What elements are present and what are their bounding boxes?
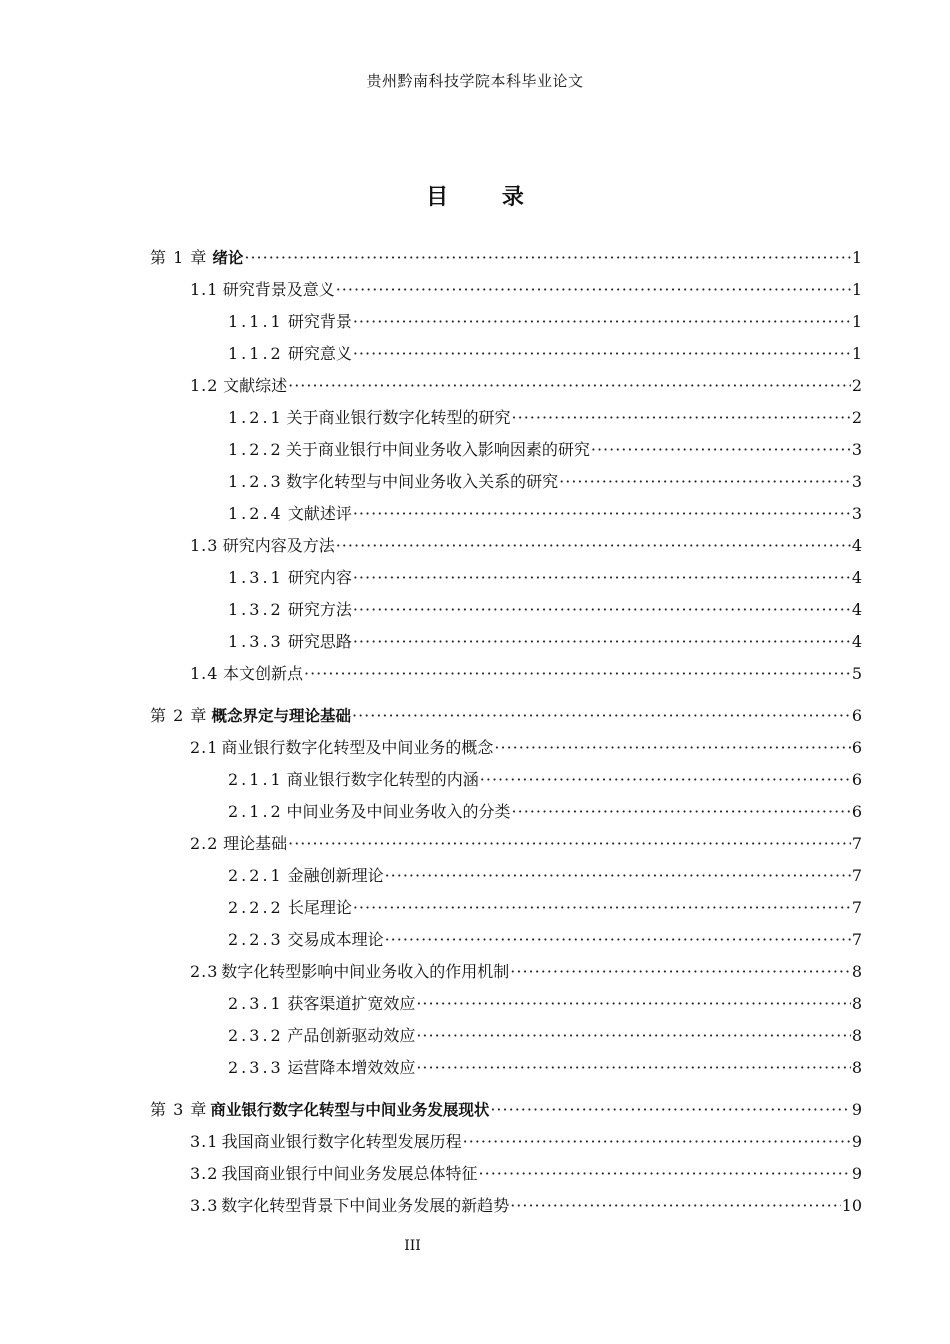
toc-entry-page: 8 <box>851 962 862 981</box>
toc-entry[interactable] <box>150 626 862 658</box>
toc-entry-title: 产品创新驱动效应 <box>287 1026 416 1045</box>
toc-dot-leader <box>591 434 851 466</box>
toc-dot-leader <box>244 242 850 274</box>
toc-entry-page: 6 <box>851 770 862 789</box>
toc-entry-number: 3.2 <box>190 1164 219 1183</box>
toc-entry-title: 理论基础 <box>223 834 288 853</box>
toc-entry-number: 2.3.2 <box>228 1026 284 1045</box>
toc-entry-title: 文献综述 <box>223 376 288 395</box>
toc-dot-leader <box>416 1052 850 1084</box>
toc-entry-page: 1 <box>851 344 862 363</box>
toc-entry-title: 商业银行数字化转型与中间业务发展现状 <box>210 1101 490 1119</box>
toc-entry-page: 7 <box>851 834 862 853</box>
toc-dot-leader <box>353 562 851 594</box>
toc-entry-title: 数字化转型与中间业务收入关系的研究 <box>286 472 559 491</box>
toc-dot-leader <box>463 1126 851 1158</box>
toc-dot-leader <box>416 1020 850 1052</box>
toc-entry-page: 4 <box>851 536 862 555</box>
toc-entry-title: 研究内容 <box>287 568 352 587</box>
toc-entry-page: 7 <box>851 866 862 885</box>
toc-entry-number: 第 2 章 <box>150 706 208 725</box>
toc-entry[interactable] <box>150 1190 862 1222</box>
toc-entry-number: 第 1 章 <box>150 248 208 267</box>
toc-entry-page: 9 <box>851 1132 862 1151</box>
toc-entry-page: 4 <box>851 568 862 587</box>
toc-entry[interactable] <box>150 988 862 1020</box>
toc-list <box>150 242 862 1222</box>
running-header: 贵州黔南科技学院本科毕业论文 <box>366 72 584 90</box>
toc-dot-leader <box>353 306 851 338</box>
toc-dot-leader <box>353 338 851 370</box>
toc-dot-leader <box>304 658 851 690</box>
toc-dot-leader <box>480 764 851 796</box>
toc-entry-number: 1.3.1 <box>228 568 284 587</box>
toc-entry-title: 关于商业银行数字化转型的研究 <box>286 408 511 427</box>
toc-dot-leader <box>353 498 851 530</box>
toc-entry[interactable] <box>150 370 862 402</box>
toc-entry-page: 7 <box>851 930 862 949</box>
toc-entry-page: 2 <box>851 408 862 427</box>
toc-entry-title: 商业银行数字化转型的内涵 <box>286 770 479 789</box>
page-number: III <box>404 1238 421 1254</box>
toc-entry-title: 运营降本增效效应 <box>287 1058 416 1077</box>
toc-entry[interactable] <box>150 530 862 562</box>
toc-entry-number: 2.2.2 <box>228 898 284 917</box>
toc-entry[interactable] <box>150 1126 862 1158</box>
toc-entry-title: 研究意义 <box>287 344 352 363</box>
toc-entry-page: 6 <box>851 706 862 725</box>
toc-entry-title: 绪论 <box>212 249 244 267</box>
toc-dot-leader <box>512 796 851 828</box>
toc-dot-leader <box>385 860 851 892</box>
toc-entry[interactable] <box>150 1020 862 1052</box>
toc-dot-leader <box>559 466 851 498</box>
toc-entry-page: 4 <box>851 632 862 651</box>
toc-entry-title: 研究思路 <box>287 632 352 651</box>
toc-title: 目 录 <box>426 185 524 210</box>
toc-dot-leader <box>416 988 850 1020</box>
toc-entry-number: 1.1.2 <box>228 344 284 363</box>
toc-entry-page: 1 <box>851 312 862 331</box>
toc-entry-page: 1 <box>851 248 862 267</box>
toc-entry[interactable] <box>150 338 862 370</box>
toc-dot-leader <box>336 530 851 562</box>
toc-entry-number: 2.1.2 <box>228 802 284 821</box>
toc-entry-number: 1.2 <box>190 376 219 395</box>
toc-entry-title: 研究背景及意义 <box>222 280 335 299</box>
toc-entry-page: 1 <box>851 280 862 299</box>
toc-dot-leader <box>479 1158 851 1190</box>
toc-entry-title: 本文创新点 <box>222 664 303 683</box>
toc-entry-number: 1.3.2 <box>228 600 284 619</box>
toc-dot-leader <box>336 274 851 306</box>
toc-dot-leader <box>353 594 851 626</box>
toc-entry-title: 文献述评 <box>287 504 352 523</box>
toc-entry-title: 概念界定与理论基础 <box>211 707 351 725</box>
toc-entry[interactable] <box>150 562 862 594</box>
toc-dot-leader <box>494 732 850 764</box>
toc-entry-title: 研究方法 <box>287 600 352 619</box>
toc-dot-leader <box>353 892 851 924</box>
toc-entry[interactable] <box>150 466 862 498</box>
toc-entry-title: 长尾理论 <box>287 898 352 917</box>
toc-entry-title: 关于商业银行中间业务收入影响因素的研究 <box>285 440 590 459</box>
toc-entry-number: 2.1 <box>190 738 219 757</box>
toc-entry[interactable] <box>150 956 862 988</box>
toc-entry[interactable] <box>150 1094 862 1126</box>
toc-entry-title: 金融创新理论 <box>287 866 384 885</box>
toc-entry[interactable] <box>150 594 862 626</box>
toc-entry[interactable] <box>150 700 862 732</box>
toc-entry-number: 2.2.3 <box>228 930 284 949</box>
toc-entry-page: 6 <box>851 802 862 821</box>
toc-entry[interactable] <box>150 828 862 860</box>
toc-entry[interactable] <box>150 796 862 828</box>
toc-entry-number: 2.3.1 <box>228 994 284 1013</box>
toc-entry-number: 2.2 <box>190 834 219 853</box>
toc-entry-page: 8 <box>851 1026 862 1045</box>
toc-entry[interactable] <box>150 242 862 274</box>
toc-dot-leader <box>353 626 851 658</box>
toc-entry[interactable] <box>150 1052 862 1084</box>
toc-dot-leader <box>352 700 851 732</box>
toc-entry-number: 3.3 <box>190 1196 219 1215</box>
toc-dot-leader <box>510 1190 840 1222</box>
toc-entry[interactable] <box>150 274 862 306</box>
toc-entry-title: 研究背景 <box>287 312 352 331</box>
toc-entry-number: 2.3.3 <box>228 1058 284 1077</box>
toc-dot-leader <box>510 956 851 988</box>
toc-entry-number: 1.4 <box>190 664 219 683</box>
toc-entry-number: 1.2.2 <box>228 440 284 459</box>
toc-entry[interactable] <box>150 402 862 434</box>
toc-entry-page: 6 <box>851 738 862 757</box>
toc-entry-page: 3 <box>851 504 862 523</box>
toc-entry-title: 数字化转型影响中间业务收入的作用机制 <box>221 962 510 981</box>
toc-entry-title: 我国商业银行数字化转型发展历程 <box>221 1132 462 1151</box>
toc-entry-page: 7 <box>851 898 862 917</box>
toc-entry-number: 1.1.1 <box>228 312 284 331</box>
toc-entry-number: 1.1 <box>190 280 219 299</box>
toc-entry-number: 2.3 <box>190 962 219 981</box>
toc-entry[interactable] <box>150 732 862 764</box>
toc-entry-number: 2.2.1 <box>228 866 284 885</box>
toc-entry-page: 10 <box>841 1196 862 1215</box>
toc-entry-title: 数字化转型背景下中间业务发展的新趋势 <box>221 1196 510 1215</box>
toc-entry[interactable] <box>150 764 862 796</box>
toc-entry-number: 2.1.1 <box>228 770 284 789</box>
toc-dot-leader <box>512 402 851 434</box>
toc-entry-number: 第 3 章 <box>150 1100 208 1119</box>
toc-entry-title: 商业银行数字化转型及中间业务的概念 <box>221 738 494 757</box>
toc-entry-page: 8 <box>851 994 862 1013</box>
toc-entry-page: 2 <box>851 376 862 395</box>
toc-entry-number: 1.2.1 <box>228 408 284 427</box>
toc-entry-number: 3.1 <box>190 1132 219 1151</box>
toc-entry[interactable] <box>150 306 862 338</box>
toc-entry-title: 研究内容及方法 <box>222 536 335 555</box>
toc-entry-number: 1.2.3 <box>228 472 284 491</box>
toc-entry-page: 3 <box>851 440 862 459</box>
toc-entry-number: 1.3.3 <box>228 632 284 651</box>
toc-entry-page: 5 <box>851 664 862 683</box>
toc-dot-leader <box>288 828 851 860</box>
toc-entry-page: 9 <box>851 1164 862 1183</box>
toc-entry[interactable] <box>150 924 862 956</box>
toc-entry-title: 中间业务及中间业务收入的分类 <box>286 802 511 821</box>
toc-entry[interactable] <box>150 860 862 892</box>
toc-entry-page: 4 <box>851 600 862 619</box>
toc-entry-page: 3 <box>851 472 862 491</box>
toc-entry[interactable] <box>150 1158 862 1190</box>
toc-entry[interactable] <box>150 498 862 530</box>
toc-dot-leader <box>385 924 851 956</box>
toc-dot-leader <box>288 370 851 402</box>
toc-entry-title: 交易成本理论 <box>287 930 384 949</box>
toc-entry-page: 8 <box>851 1058 862 1077</box>
toc-entry-number: 1.3 <box>190 536 219 555</box>
toc-dot-leader <box>490 1094 850 1126</box>
toc-entry-title: 我国商业银行中间业务发展总体特征 <box>221 1164 478 1183</box>
toc-entry[interactable] <box>150 658 862 690</box>
toc-entry-page: 9 <box>851 1100 862 1119</box>
toc-entry-number: 1.2.4 <box>228 504 284 523</box>
toc-entry[interactable] <box>150 434 862 466</box>
toc-entry-title: 获客渠道扩宽效应 <box>287 994 416 1013</box>
toc-entry[interactable] <box>150 892 862 924</box>
